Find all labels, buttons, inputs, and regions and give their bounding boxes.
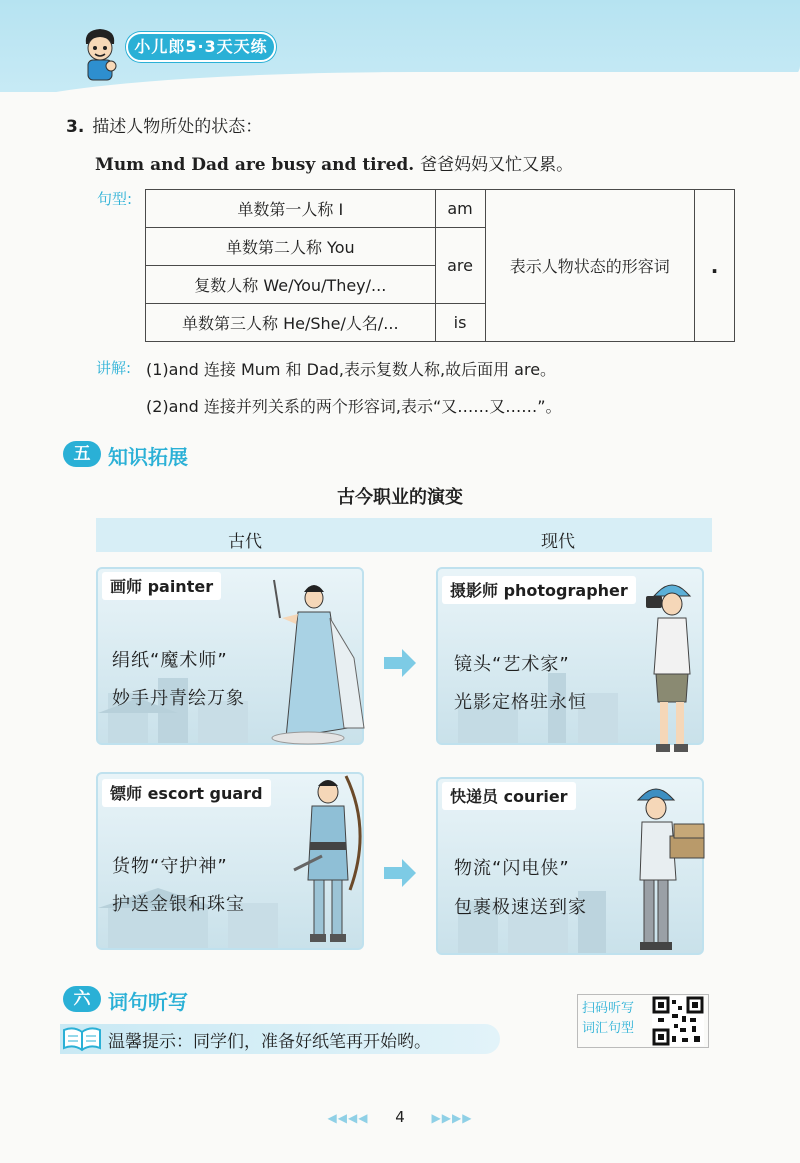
photographer-figure-icon: [640, 578, 704, 758]
card-line: 光影定格驻永恒: [454, 692, 587, 713]
topic-title: 古今职业的演变: [337, 487, 463, 508]
qr-code-icon[interactable]: [652, 996, 704, 1046]
card-line: 妙手丹青绘万象: [112, 688, 245, 709]
section-badge: 六: [63, 986, 101, 1012]
card-line: 货物“守护神”: [112, 856, 228, 877]
boy-mascot-icon: [78, 26, 122, 82]
explain-tag: 讲解:: [96, 359, 132, 377]
example-english: Mum and Dad are busy and tired.: [95, 155, 415, 175]
table-cell: 单数第二人称 You: [146, 228, 436, 266]
question-heading: [66, 112, 262, 137]
left-decoration: ◀◀◀◀: [327, 1111, 369, 1125]
card-title: 画师 painter: [102, 572, 221, 600]
question-text: 描述人物所处的状态：: [92, 117, 263, 137]
open-book-icon: [62, 1026, 102, 1052]
card-line: 护送金银和珠宝: [112, 894, 245, 915]
table-cell: are: [435, 228, 485, 304]
table-cell: 复数人称 We/You/They/...: [146, 266, 436, 304]
pattern-tag: 句型:: [97, 190, 133, 208]
table-cell: 单数第一人称 I: [146, 190, 436, 228]
card-line: 物流“闪电侠”: [454, 858, 570, 879]
era-band: [96, 518, 712, 552]
arrow-right-icon: [382, 855, 418, 891]
qr-label-line: 词汇句型: [582, 1021, 635, 1036]
explain-line-1: (1)and 连接 Mum 和 Dad,表示复数人称,故后面用 are。: [146, 360, 557, 379]
era-modern-label: 现代: [541, 532, 575, 552]
question-number: 3.: [66, 117, 85, 137]
section-title: 知识拓展: [108, 445, 188, 469]
explain-line-2: (2)and 连接并列关系的两个形容词,表示“又……又……”。: [146, 397, 562, 416]
qr-label-line: 扫码听写: [582, 1001, 635, 1016]
table-cell: 单数第三人称 He/She/人名/...: [146, 304, 436, 342]
end-mark-cell: .: [695, 190, 735, 342]
table-cell: am: [435, 190, 485, 228]
table-cell: is: [435, 304, 485, 342]
section-title: 词句听写: [108, 990, 188, 1014]
brand-logo: 小儿郎5·3天天练: [126, 32, 276, 62]
card-line: 镜头“艺术家”: [454, 654, 570, 675]
qr-label: [582, 999, 652, 1039]
page-footer: [0, 1108, 800, 1126]
right-decoration: ▶▶▶▶: [431, 1111, 473, 1125]
card-line: 绢纸“魔术师”: [112, 650, 228, 671]
card-title: 摄影师 photographer: [442, 576, 636, 604]
arrow-right-icon: [382, 645, 418, 681]
tip-text: 温馨提示：同学们，准备好纸笔再开始哟。: [108, 1032, 431, 1052]
card-title: 快递员 courier: [442, 782, 576, 810]
table-row: [146, 190, 735, 228]
card-line: 包裹极速送到家: [454, 897, 587, 918]
section-badge: 五: [63, 441, 101, 467]
example-sentence: [95, 150, 573, 175]
card-title: 镖师 escort guard: [102, 779, 271, 807]
example-chinese: 爸爸妈妈又忙又累。: [420, 155, 574, 175]
painter-figure-icon: [268, 578, 376, 748]
courier-figure-icon: [630, 780, 710, 960]
page-number: 4: [395, 1108, 405, 1126]
escort-guard-figure-icon: [288, 770, 372, 946]
complement-cell: 表示人物状态的形容词: [485, 190, 695, 342]
sentence-pattern-table: [145, 189, 735, 342]
era-ancient-label: 古代: [228, 532, 262, 552]
